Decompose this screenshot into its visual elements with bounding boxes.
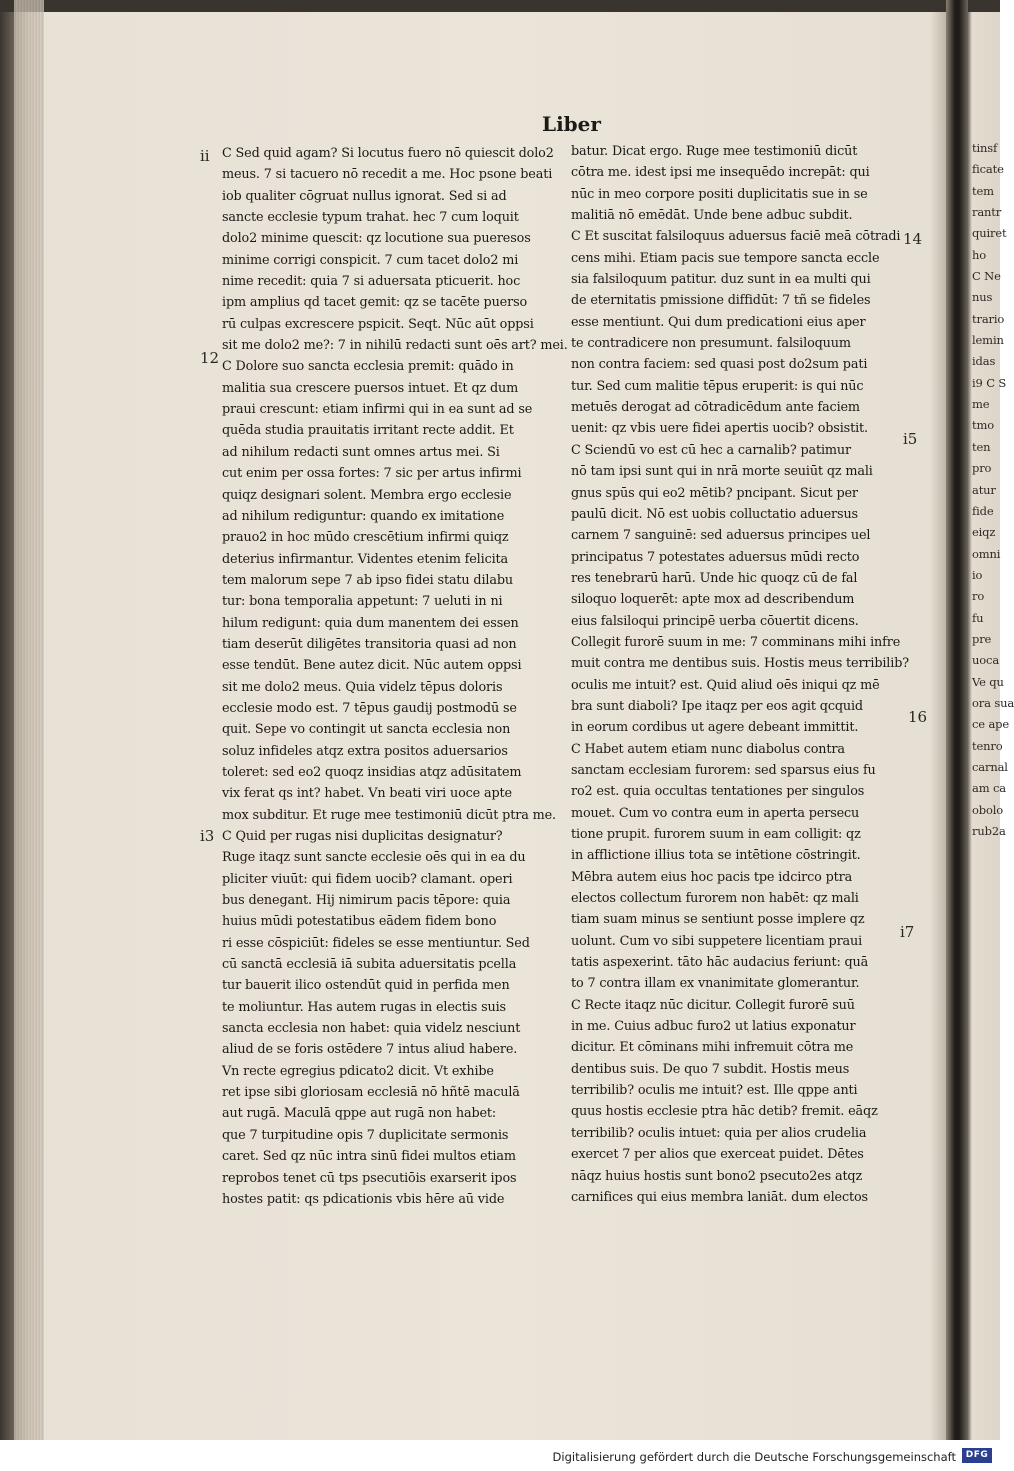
facing-page-fragment: i9 C S (972, 375, 1007, 390)
facing-page-fragment: quiret (972, 226, 1007, 241)
facing-page-fragment: pro (972, 461, 992, 476)
text-line: C Sciendū vo est cū hec a carnalib? patimur (571, 442, 851, 458)
text-line: electos collectum furorem non habēt: qz mali (571, 891, 859, 907)
text-line: sancta ecclesia non habet: quia videlz nesciunt (222, 1021, 521, 1037)
text-line: eius falsiloqui principē uerba cōuertit dicens. (571, 613, 859, 629)
text-line: iob qualiter cōgruat nullus ignorat. Sed si ad (222, 188, 507, 204)
facing-page-fragment: me (972, 397, 990, 412)
margin-number-16: 16 (908, 708, 928, 726)
text-line: in afflictione illius tota se intētione cōstringit. (571, 848, 861, 864)
text-line: hostes patit: qs pdicationis vbis hēre aū vide (222, 1191, 505, 1207)
facing-page-fragment: nus (972, 290, 993, 305)
text-line: tiam suam minus se sentiunt posse implere qz (571, 912, 865, 928)
facing-page-fragment: eiqz (972, 525, 996, 540)
text-line: vix ferat qs int? habet. Vn beati viri uoce apte (222, 786, 512, 802)
margin-number-14: 14 (903, 230, 923, 248)
text-line: tur. Sed cum malitie tēpus eruperit: is qui nūc (571, 378, 864, 394)
text-line: reprobos tenet cū tps psecutiōis exarserit ipos (222, 1170, 517, 1186)
text-line: te moliuntur. Has autem rugas in electis suis (222, 999, 506, 1015)
text-line: C Et suscitat falsiloquus aduersus faciē meā cōtradi (571, 229, 901, 245)
facing-page-fragment: trario (972, 311, 1005, 326)
text-line: C Dolore suo sancta ecclesia premit: quādo in (222, 359, 514, 375)
text-line: malitiā nō emēdāt. Unde bene adbuc subdit. (571, 208, 853, 224)
facing-page-fragment: ten (972, 439, 991, 454)
text-line: tiam deserūt diligētes transitoria quasi ad non (222, 636, 517, 652)
facing-page-fragment: ce ape (972, 717, 1010, 732)
funding-credit: Digitalisierung gefördert durch die Deutsche Forschungsgemeinschaft (552, 1450, 956, 1464)
running-head: Liber (542, 112, 601, 136)
text-line: mox subditur. Et ruge mee testimoniū dicūt ptra me. (222, 807, 556, 823)
text-line: paulū dicit. Nō est uobis colluctatio aduersus (571, 506, 858, 522)
text-line: non contra faciem: sed quasi post do2sum pati (571, 357, 868, 373)
text-line: in eorum cordibus ut agere debeant immittit. (571, 720, 859, 736)
margin-number-12: 12 (200, 349, 220, 367)
text-line: Collegit furorē suum in me: 7 comminans mihi infre (571, 634, 901, 650)
text-line: quus hostis ecclesie ptra hāc detib? fremit. eāqz (571, 1104, 878, 1120)
text-line: quiqz designari solent. Membra ergo ecclesie (222, 487, 512, 503)
facing-page-fragment: carnal (972, 759, 1008, 774)
facing-page-fragment: ro (972, 589, 985, 604)
facing-page-fragment: ficate (972, 162, 1004, 177)
dfg-logo: DFG (962, 1448, 992, 1463)
text-line: aliud de se foris ostēdere 7 intus aliud habere. (222, 1042, 518, 1058)
text-line: rū culpas excrescere pspicit. Seqt. Nūc aūt oppsi (222, 316, 534, 332)
text-line: sit me dolo2 meus. Quia videlz tēpus doloris (222, 679, 503, 695)
text-line: quēda studia prauitatis irritant recte addit. Et (222, 423, 514, 439)
facing-page-fragment: tenro (972, 738, 1003, 753)
text-line: nāqz huius hostis sunt bono2 psecuto2es atqz (571, 1168, 863, 1184)
text-line: nūc in meo corpore positi duplicitatis sue in se (571, 186, 868, 202)
margin-number-15: i5 (903, 430, 918, 448)
margin-number-13: i3 (200, 827, 215, 845)
text-line: huius mūdi potestatibus eādem fidem bono (222, 914, 497, 930)
facing-page-fragment: Ve qu (972, 674, 1004, 689)
facing-page-fragment: rantr (972, 205, 1002, 220)
facing-page-fragment: atur (972, 482, 996, 497)
text-line: batur. Dicat ergo. Ruge mee testimoniū dicūt (571, 144, 858, 159)
text-line: sit me dolo2 me?: 7 in nihilū redacti sunt oēs art? mei. (222, 338, 568, 354)
text-line: metuēs derogat ad cōtradicēdum ante faciem (571, 400, 860, 416)
text-line: sanctam ecclesiam furorem: sed sparsus eius fu (571, 762, 876, 778)
facing-page-fragment: fu (972, 610, 984, 625)
text-line: carnifices qui eius membra laniāt. dum electos (571, 1189, 868, 1205)
facing-page-fragment: uoca (972, 653, 1000, 668)
scan-top-edge (0, 0, 1000, 12)
text-line: deterius infirmantur. Videntes etenim felicita (222, 551, 509, 567)
margin-number-17: i7 (900, 923, 915, 941)
text-line: sancte ecclesie typum trahat. hec 7 cum loquit (222, 210, 519, 226)
text-line: de eternitatis pmissione diffidūt: 7 tñ se fideles (571, 293, 871, 309)
text-line: C Sed quid agam? Si locutus fuero nō quiescit dolo2 (222, 146, 554, 161)
text-line: res tenebrarū harū. Unde hic quoqz cū de fal (571, 570, 858, 586)
text-line: dentibus suis. De quo 7 subdit. Hostis meus (571, 1061, 850, 1077)
text-line: cū sanctā ecclesiā iā subita aduersitatis pcella (222, 957, 517, 973)
facing-page-fragment: lemin (972, 333, 1004, 348)
facing-page-fragment: rub2a (972, 824, 1006, 838)
facing-page-fragment: idas (972, 354, 996, 369)
text-line: te contradicere non presumunt. falsiloquum (571, 336, 851, 352)
text-line: esse mentiunt. Qui dum predicationi eius aper (571, 314, 866, 330)
text-line: tur: bona temporalia appetunt: 7 ueluti in ni (222, 594, 503, 610)
text-line: dolo2 minime quescit: qz locutione sua pueresos (222, 231, 531, 247)
text-line: ri esse cōspiciūt: fideles se esse mentiuntur. Sed (222, 935, 530, 951)
text-line: muit contra me dentibus suis. Hostis meus terribilib? (571, 656, 909, 672)
text-line: C Recte itaqz nūc dicitur. Collegit furorē suū (571, 997, 855, 1013)
text-line: in me. Cuius adbuc furo2 ut latius exponatur (571, 1019, 856, 1035)
facing-page-fragment: ora sua (972, 695, 1014, 710)
text-line: terribilib? oculis me intuit? est. Ille qppe anti (571, 1083, 858, 1099)
text-line: exercet 7 per alios que exerceat puidet. Dētes (571, 1147, 864, 1163)
facing-page-fragment: C Ne (972, 269, 1001, 284)
text-line: bus denegant. Hij nimirum pacis tēpore: quia (222, 893, 511, 909)
facing-page-fragment: tem (972, 183, 994, 198)
text-line: dicitur. Et cōminans mihi infremuit cōtra me (571, 1040, 854, 1056)
text-line: carnem 7 sanguinē: sed aduersus principes uel (571, 528, 871, 544)
text-line: bra sunt diaboli? Ipe itaqz per eos agit qcquid (571, 698, 863, 714)
text-line: principatus 7 potestates aduersus mūdi recto (571, 549, 860, 565)
text-line: to 7 contra illam ex vnanimitate glomerantur. (571, 976, 860, 992)
text-line: tur bauerit ilico ostendūt quid in perfida men (222, 978, 510, 994)
facing-page-fragment: tmo (972, 418, 994, 433)
page-edges (14, 0, 44, 1440)
facing-page-fragment: io (972, 567, 983, 582)
text-line: oculis me intuit? est. Quid aliud oēs iniqui qz mē (571, 677, 880, 693)
text-line: esse tendūt. Bene autez dicit. Nūc autem oppsi (222, 658, 522, 674)
text-line: Vn recte egregius pdicato2 dicit. Vt exhibe (222, 1063, 494, 1079)
text-line: cut enim per ossa fortes: 7 sic per artus infirmi (222, 466, 522, 482)
text-line: Ruge itaqz sunt sancte ecclesie oēs qui in ea du (222, 850, 526, 866)
facing-page-fragment: obolo (972, 802, 1004, 817)
facing-page-fragment: tinsf (972, 141, 998, 155)
text-line: Mēbra autem eius hoc pacis tpe idcirco ptra (571, 869, 853, 885)
text-line: terribilib? oculis intuet: quia per alios crudelia (571, 1125, 867, 1141)
text-line: tem malorum sepe 7 ab ipso fidei statu dilabu (222, 572, 513, 588)
text-line: uolunt. Cum vo sibi suppetere licentiam praui (571, 933, 863, 949)
text-line: siloquo loquerēt: apte mox ad describendum (571, 592, 855, 608)
text-line: minime corrigi conspicit. 7 cum tacet dolo2 mi (222, 252, 519, 268)
text-line: uenit: qz vbis uere fidei apertis uocib? obsistit. (571, 421, 868, 437)
text-line: praui crescunt: etiam infirmi qui in ea sunt ad se (222, 402, 533, 418)
facing-page-fragment: fide (972, 503, 994, 518)
facing-page-fragment: am ca (972, 781, 1006, 796)
facing-page-fragment: omni (972, 546, 1001, 561)
facing-page-fragment: pre (972, 631, 992, 646)
text-line: quit. Sepe vo contingit ut sancta ecclesia non (222, 722, 511, 738)
text-line: meus. 7 si tacuero nō recedit a me. Hoc psone beati (222, 167, 553, 183)
text-line: cōtra me. idest ipsi me insequēdo increpāt: qui (571, 165, 870, 181)
facing-page-fragment: ho (972, 247, 987, 262)
text-line: gnus spūs qui eo2 mētib? pncipant. Sicut per (571, 485, 858, 501)
text-line: aut rugā. Maculā qppe aut rugā non habet: (222, 1106, 497, 1122)
text-line: ro2 est. quia occultas tentationes per singulos (571, 784, 865, 800)
text-line: soluz infideles atqz extra positos aduersarios (222, 743, 508, 759)
text-line: caret. Sed qz nūc intra sinū fidei multos etiam (222, 1149, 516, 1165)
facing-page-edge (972, 138, 1014, 842)
text-line: ret ipse sibi gloriosam ecclesiā nō hñtē maculā (222, 1085, 520, 1101)
footer-bar (0, 1440, 1000, 1471)
text-line: ecclesie modo est. 7 tēpus gaudij postmodū se (222, 700, 517, 716)
text-line: cens mihi. Etiam pacis sue tempore sancta eccle (571, 250, 880, 266)
text-line: malitia sua crescere puersos intuet. Et qz dum (222, 380, 519, 396)
text-line: tione prupit. furorem suum in eam colligit: qz (571, 827, 861, 842)
margin-number-11: ii (200, 147, 210, 165)
right-text-column (571, 141, 911, 1208)
text-line: nime recedit: quia 7 si aduersata pticuerit. hoc (222, 274, 521, 290)
left-text-column (222, 143, 568, 1210)
text-line: nō tam ipsi sunt qui in nrā morte seuiūt qz mali (571, 464, 873, 480)
text-line: tatis aspexerint. tāto hāc audacius feriunt: quā (571, 955, 869, 971)
book-gutter (946, 0, 968, 1440)
text-line: ad nihilum redacti sunt omnes artus mei. Si (222, 444, 500, 460)
text-line: ipm amplius qd tacet gemit: qz se tacēte puerso (222, 295, 528, 311)
text-line: prauo2 in hoc mūdo crescētium infirmi quiqz (222, 530, 509, 546)
text-line: C Habet autem etiam nunc diabolus contra (571, 741, 845, 757)
text-line: hilum redigunt: quia dum manentem dei essen (222, 615, 519, 631)
text-line: C Quid per rugas nisi duplicitas designatur? (222, 829, 503, 844)
text-line: sia falsiloquum patitur. duz sunt in ea multi qui (571, 272, 871, 288)
text-line: pliciter viuūt: qui fidem uocib? clamant. operi (222, 871, 513, 887)
text-line: mouet. Cum vo contra eum in aperta persecu (571, 805, 860, 821)
text-line: ad nihilum rediguntur: quando ex imitatione (222, 508, 505, 524)
text-line: que 7 turpitudine opis 7 duplicitate sermonis (222, 1127, 509, 1143)
text-line: toleret: sed eo2 quoqz insidias atqz adūsitatem (222, 764, 522, 780)
